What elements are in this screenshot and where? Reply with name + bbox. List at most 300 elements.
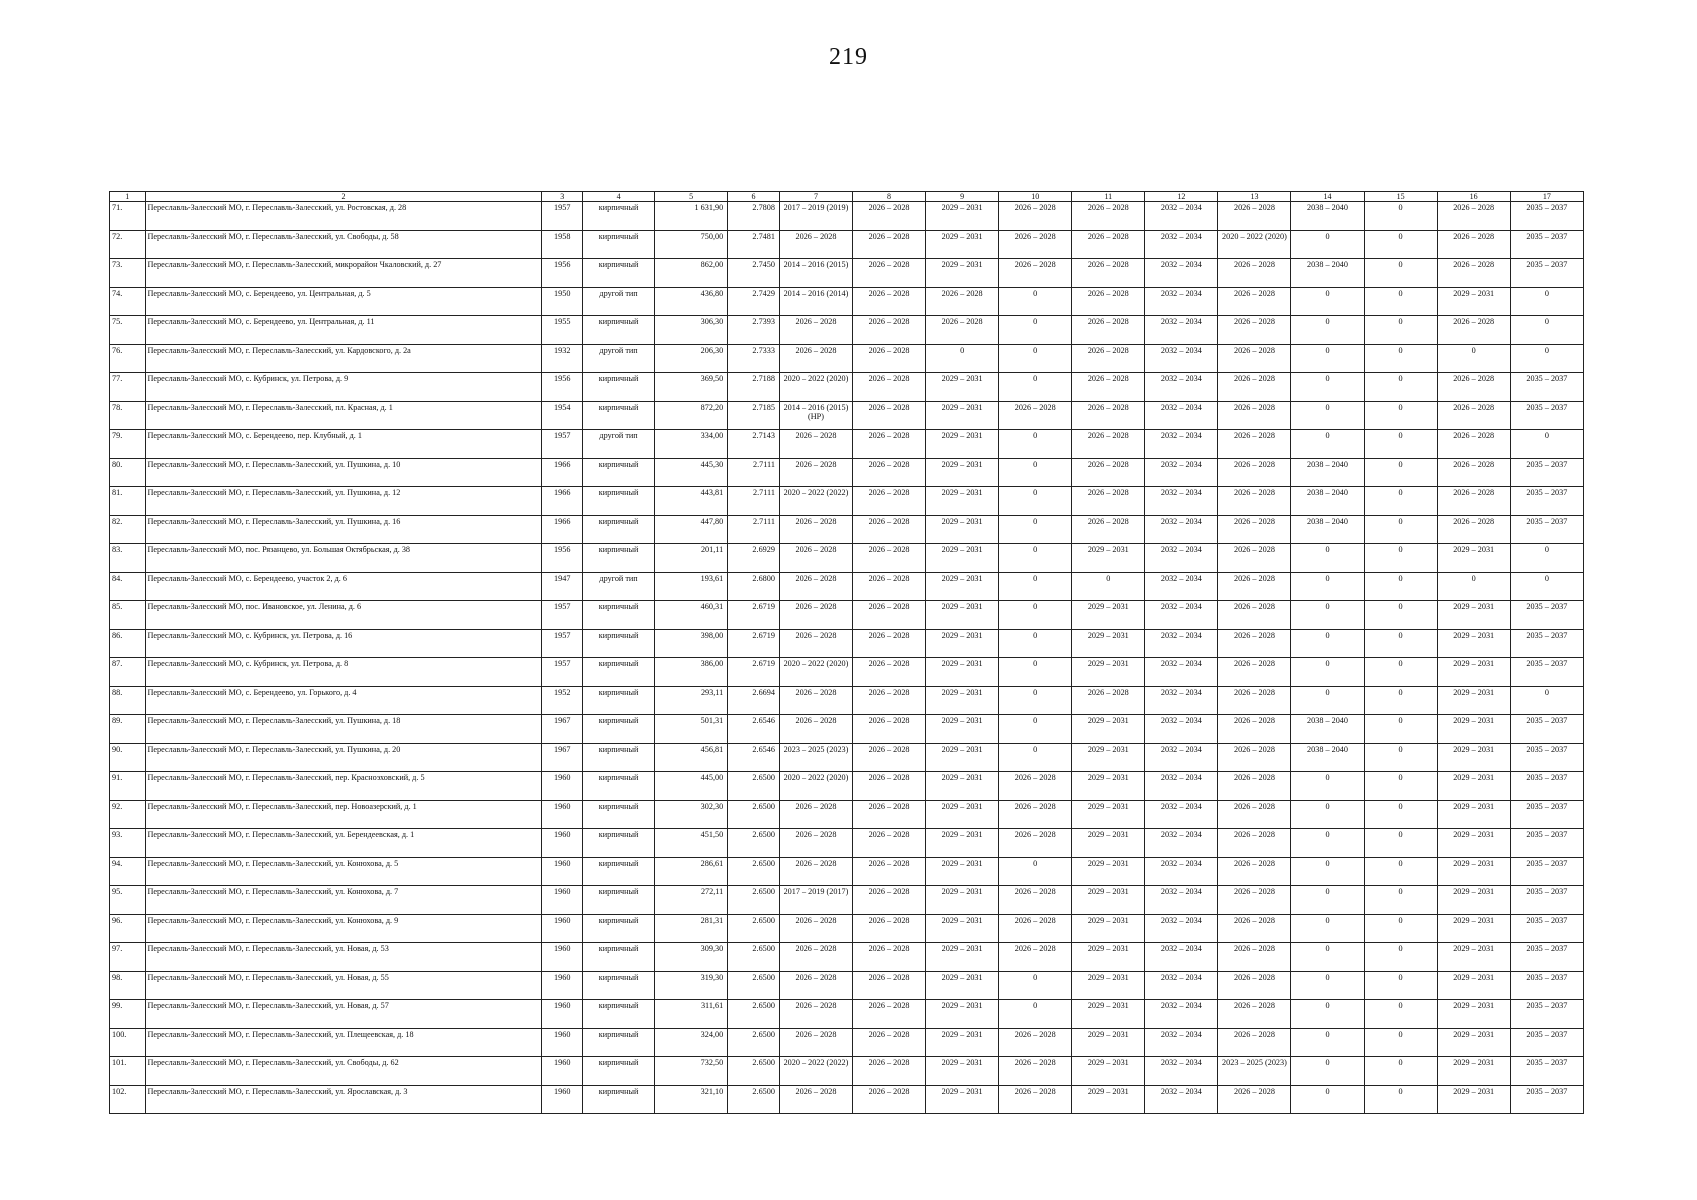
- table-cell: кирпичный: [583, 202, 655, 231]
- table-cell: 2026 – 2028: [999, 886, 1072, 915]
- table-row: [110, 601, 1584, 630]
- table-cell: 2035 – 2037: [1510, 202, 1583, 231]
- table-cell: 2026 – 2028: [1218, 686, 1291, 715]
- table-cell: 2026 – 2028: [1072, 373, 1145, 402]
- table-cell: кирпичный: [583, 658, 655, 687]
- table-cell: Переславль-Залесский МО, г. Переславль-Залесский, ул. Кардовского, д. 2а: [145, 344, 542, 373]
- table-cell: 1958: [542, 230, 583, 259]
- column-header: 4: [583, 192, 655, 202]
- table-cell: 2029 – 2031: [1072, 544, 1145, 573]
- table-cell: 2026 – 2028: [1218, 914, 1291, 943]
- table-cell: 2026 – 2028: [1072, 287, 1145, 316]
- table-cell: 2029 – 2031: [926, 572, 999, 601]
- column-header: 13: [1218, 192, 1291, 202]
- table-cell: 2026 – 2028: [1437, 316, 1510, 345]
- table-cell: 2035 – 2037: [1510, 401, 1583, 430]
- table-cell: 2.6546: [728, 715, 780, 744]
- table-cell: 2026 – 2028: [999, 829, 1072, 858]
- table-cell: кирпичный: [583, 601, 655, 630]
- table-cell: 2026 – 2028: [853, 515, 926, 544]
- table-cell: Переславль-Залесский МО, г. Переславль-Залесский, ул. Конюхова, д. 9: [145, 914, 542, 943]
- table-cell: Переславль-Залесский МО, г. Переславль-Залесский, пер. Новоазерский, д. 1: [145, 800, 542, 829]
- table-row: [110, 1000, 1584, 1029]
- table-cell: 293,11: [655, 686, 728, 715]
- table-cell: 73.: [110, 259, 146, 288]
- table-cell: Переславль-Залесский МО, г. Переславль-Залесский, ул. Пушкина, д. 10: [145, 458, 542, 487]
- table-cell: 71.: [110, 202, 146, 231]
- table-cell: 1957: [542, 629, 583, 658]
- table-cell: 2032 – 2034: [1145, 316, 1218, 345]
- table-cell: 2026 – 2028: [1437, 458, 1510, 487]
- table-cell: кирпичный: [583, 544, 655, 573]
- column-header: 14: [1291, 192, 1364, 202]
- table-cell: 2026 – 2028: [1218, 1000, 1291, 1029]
- table-cell: 0: [1510, 316, 1583, 345]
- table-cell: Переславль-Залесский МО, пос. Рязанцево, ул. Большая Октябрьская, д. 38: [145, 544, 542, 573]
- table-cell: 2026 – 2028: [853, 829, 926, 858]
- table-cell: 302,30: [655, 800, 728, 829]
- table-cell: 2035 – 2037: [1510, 515, 1583, 544]
- table-cell: 2035 – 2037: [1510, 1028, 1583, 1057]
- table-cell: 0: [1364, 1000, 1437, 1029]
- table-cell: 2038 – 2040: [1291, 202, 1364, 231]
- column-header: 12: [1145, 192, 1218, 202]
- table-cell: 2026 – 2028: [1218, 715, 1291, 744]
- table-cell: 2026 – 2028: [853, 800, 926, 829]
- table-cell: 1956: [542, 544, 583, 573]
- table-cell: 2020 – 2022 (2020): [779, 772, 852, 801]
- table-cell: 1960: [542, 914, 583, 943]
- table-cell: 2026 – 2028: [999, 772, 1072, 801]
- table-row: [110, 715, 1584, 744]
- table-cell: 2032 – 2034: [1145, 430, 1218, 459]
- table-cell: 445,30: [655, 458, 728, 487]
- table-cell: кирпичный: [583, 686, 655, 715]
- table-cell: кирпичный: [583, 373, 655, 402]
- table-cell: кирпичный: [583, 1085, 655, 1114]
- table-cell: 2.6500: [728, 943, 780, 972]
- table-cell: 2026 – 2028: [1218, 373, 1291, 402]
- table-cell: 2.6500: [728, 1028, 780, 1057]
- table-cell: 2026 – 2028: [1072, 202, 1145, 231]
- table-row: [110, 202, 1584, 231]
- table-row: [110, 487, 1584, 516]
- table-row: [110, 829, 1584, 858]
- table-cell: 2.7111: [728, 458, 780, 487]
- table-cell: другой тип: [583, 572, 655, 601]
- table-cell: 2026 – 2028: [999, 1057, 1072, 1086]
- table-cell: 2026 – 2028: [1072, 487, 1145, 516]
- table-row: [110, 658, 1584, 687]
- table-cell: 2029 – 2031: [926, 230, 999, 259]
- table-cell: 2038 – 2040: [1291, 515, 1364, 544]
- table-cell: 2029 – 2031: [1072, 1057, 1145, 1086]
- table-cell: 0: [1291, 344, 1364, 373]
- table-cell: 2026 – 2028: [853, 715, 926, 744]
- table-cell: 87.: [110, 658, 146, 687]
- table-cell: 2029 – 2031: [1072, 715, 1145, 744]
- table-cell: 2026 – 2028: [1218, 800, 1291, 829]
- table-cell: 0: [1510, 544, 1583, 573]
- table-cell: 2026 – 2028: [853, 1085, 926, 1114]
- table-cell: 0: [1364, 829, 1437, 858]
- table-cell: кирпичный: [583, 401, 655, 430]
- table-cell: 2026 – 2028: [853, 401, 926, 430]
- table-cell: 2029 – 2031: [1437, 1057, 1510, 1086]
- table-cell: 0: [1364, 658, 1437, 687]
- table-cell: 0: [1510, 572, 1583, 601]
- table-row: [110, 1028, 1584, 1057]
- table-cell: 0: [1510, 686, 1583, 715]
- table-cell: Переславль-Залесский МО, г. Переславль-Залесский, пер. Красноэховский, д. 5: [145, 772, 542, 801]
- table-cell: 0: [1291, 601, 1364, 630]
- table-cell: кирпичный: [583, 829, 655, 858]
- table-cell: 2014 – 2016 (2015) (НР): [779, 401, 852, 430]
- table-cell: 75.: [110, 316, 146, 345]
- table-cell: кирпичный: [583, 1028, 655, 1057]
- table-cell: 2026 – 2028: [1218, 943, 1291, 972]
- table-cell: 2032 – 2034: [1145, 686, 1218, 715]
- table-cell: кирпичный: [583, 1000, 655, 1029]
- table-cell: 2029 – 2031: [1437, 914, 1510, 943]
- table-cell: 1 631,90: [655, 202, 728, 231]
- column-header: 15: [1364, 192, 1437, 202]
- table-cell: 2035 – 2037: [1510, 829, 1583, 858]
- table-cell: 2032 – 2034: [1145, 572, 1218, 601]
- table-cell: 83.: [110, 544, 146, 573]
- table-cell: 2029 – 2031: [1437, 943, 1510, 972]
- table-cell: 2026 – 2028: [1072, 430, 1145, 459]
- table-cell: 1967: [542, 715, 583, 744]
- table-cell: 2035 – 2037: [1510, 373, 1583, 402]
- table-cell: Переславль-Залесский МО, г. Переславль-Залесский, ул. Плещеевская, д. 18: [145, 1028, 542, 1057]
- table-cell: 2029 – 2031: [926, 430, 999, 459]
- table-cell: 2032 – 2034: [1145, 772, 1218, 801]
- table-cell: 451,50: [655, 829, 728, 858]
- table-row: [110, 544, 1584, 573]
- table-cell: 90.: [110, 743, 146, 772]
- table-cell: 2035 – 2037: [1510, 230, 1583, 259]
- table-cell: 2026 – 2028: [853, 686, 926, 715]
- table-cell: 2026 – 2028: [1218, 658, 1291, 687]
- table-cell: 1957: [542, 658, 583, 687]
- table-cell: 2038 – 2040: [1291, 487, 1364, 516]
- table-cell: 2026 – 2028: [1218, 572, 1291, 601]
- table-cell: 0: [1291, 316, 1364, 345]
- table-cell: 2038 – 2040: [1291, 743, 1364, 772]
- table-cell: кирпичный: [583, 715, 655, 744]
- table-cell: Переславль-Залесский МО, с. Берендеево, пер. Клубный, д. 1: [145, 430, 542, 459]
- table-cell: 1960: [542, 943, 583, 972]
- table-cell: 0: [1364, 943, 1437, 972]
- table-cell: 2.6546: [728, 743, 780, 772]
- table-cell: 2026 – 2028: [1437, 230, 1510, 259]
- table-cell: 201,11: [655, 544, 728, 573]
- table-cell: 0: [999, 316, 1072, 345]
- table-cell: 78.: [110, 401, 146, 430]
- table-cell: 2032 – 2034: [1145, 458, 1218, 487]
- table-cell: 2029 – 2031: [1072, 971, 1145, 1000]
- table-cell: 1960: [542, 1028, 583, 1057]
- column-header: 5: [655, 192, 728, 202]
- table-cell: 2026 – 2028: [1218, 515, 1291, 544]
- table-cell: 2029 – 2031: [926, 857, 999, 886]
- table-cell: 0: [1291, 1085, 1364, 1114]
- table-cell: 2029 – 2031: [1072, 829, 1145, 858]
- table-cell: 2035 – 2037: [1510, 914, 1583, 943]
- table-cell: 1966: [542, 515, 583, 544]
- table-cell: 0: [1364, 1057, 1437, 1086]
- table-cell: 0: [1437, 572, 1510, 601]
- table-cell: 0: [1364, 287, 1437, 316]
- table-cell: 2029 – 2031: [926, 601, 999, 630]
- table-cell: 2029 – 2031: [1072, 601, 1145, 630]
- table-cell: 0: [1364, 1028, 1437, 1057]
- table-cell: 2026 – 2028: [1437, 373, 1510, 402]
- table-cell: 0: [999, 971, 1072, 1000]
- table-cell: 0: [1364, 1085, 1437, 1114]
- table-cell: 2029 – 2031: [1437, 829, 1510, 858]
- table-cell: другой тип: [583, 344, 655, 373]
- table-cell: 2026 – 2028: [999, 914, 1072, 943]
- table-cell: 2026 – 2028: [1437, 430, 1510, 459]
- table-cell: 0: [1364, 373, 1437, 402]
- table-cell: 2029 – 2031: [1437, 1028, 1510, 1057]
- column-header: 3: [542, 192, 583, 202]
- table-cell: 2032 – 2034: [1145, 800, 1218, 829]
- table-cell: 2038 – 2040: [1291, 458, 1364, 487]
- table-cell: 1954: [542, 401, 583, 430]
- table-cell: 2032 – 2034: [1145, 287, 1218, 316]
- table-cell: кирпичный: [583, 259, 655, 288]
- table-cell: 0: [1291, 1057, 1364, 1086]
- table-cell: 0: [1291, 230, 1364, 259]
- table-cell: 2035 – 2037: [1510, 458, 1583, 487]
- table-cell: 2035 – 2037: [1510, 971, 1583, 1000]
- table-cell: 2026 – 2028: [1437, 515, 1510, 544]
- table-cell: кирпичный: [583, 772, 655, 801]
- table-cell: 2026 – 2028: [1072, 686, 1145, 715]
- table-cell: кирпичный: [583, 943, 655, 972]
- table-cell: другой тип: [583, 287, 655, 316]
- table-cell: 2032 – 2034: [1145, 857, 1218, 886]
- table-cell: 2026 – 2028: [853, 373, 926, 402]
- table-cell: 2029 – 2031: [1072, 1085, 1145, 1114]
- table-cell: 0: [1291, 572, 1364, 601]
- table-cell: 2026 – 2028: [853, 316, 926, 345]
- table-cell: 2026 – 2028: [999, 401, 1072, 430]
- table-cell: кирпичный: [583, 230, 655, 259]
- table-cell: 0: [1364, 458, 1437, 487]
- table-cell: 2029 – 2031: [926, 487, 999, 516]
- table-body: [110, 202, 1584, 1114]
- table-cell: 0: [1291, 914, 1364, 943]
- table-cell: 2026 – 2028: [779, 829, 852, 858]
- table-cell: 2029 – 2031: [1437, 658, 1510, 687]
- table-cell: 281,31: [655, 914, 728, 943]
- table-cell: 2023 – 2025 (2023): [779, 743, 852, 772]
- table-cell: 2017 – 2019 (2017): [779, 886, 852, 915]
- table-cell: 0: [1437, 344, 1510, 373]
- page-number: 219: [829, 44, 868, 70]
- table-cell: Переславль-Залесский МО, с. Берендеево, участок 2, д. 6: [145, 572, 542, 601]
- table-cell: 2029 – 2031: [1437, 629, 1510, 658]
- table-cell: 2029 – 2031: [1072, 1028, 1145, 1057]
- table-cell: 0: [1291, 857, 1364, 886]
- table-cell: 92.: [110, 800, 146, 829]
- table-cell: 272,11: [655, 886, 728, 915]
- table-cell: 91.: [110, 772, 146, 801]
- table-cell: 0: [999, 857, 1072, 886]
- table-cell: 0: [999, 544, 1072, 573]
- table-cell: кирпичный: [583, 629, 655, 658]
- table-cell: 2032 – 2034: [1145, 344, 1218, 373]
- table-cell: 2.7111: [728, 515, 780, 544]
- table-cell: 0: [999, 1000, 1072, 1029]
- table-cell: 2026 – 2028: [999, 1085, 1072, 1114]
- table-cell: 2026 – 2028: [853, 914, 926, 943]
- table-cell: 2029 – 2031: [1437, 743, 1510, 772]
- table-cell: 2026 – 2028: [853, 287, 926, 316]
- table-cell: 2014 – 2016 (2014): [779, 287, 852, 316]
- table-cell: 1966: [542, 487, 583, 516]
- table-cell: Переславль-Залесский МО, пос. Ивановское, ул. Ленина, д. 6: [145, 601, 542, 630]
- table-cell: 2.6500: [728, 971, 780, 1000]
- table-cell: 1957: [542, 430, 583, 459]
- table-cell: другой тип: [583, 430, 655, 459]
- table-row: [110, 1085, 1584, 1114]
- table-cell: 2.6929: [728, 544, 780, 573]
- table-cell: 2029 – 2031: [1437, 601, 1510, 630]
- table-cell: 2029 – 2031: [926, 629, 999, 658]
- table-cell: 0: [1291, 829, 1364, 858]
- table-cell: 2029 – 2031: [926, 658, 999, 687]
- table-cell: 2026 – 2028: [779, 1000, 852, 1029]
- table-cell: 0: [1364, 772, 1437, 801]
- column-header: 17: [1510, 192, 1583, 202]
- table-cell: 2035 – 2037: [1510, 886, 1583, 915]
- table-cell: 2029 – 2031: [926, 943, 999, 972]
- table-cell: 1960: [542, 1085, 583, 1114]
- table-cell: 2026 – 2028: [1437, 259, 1510, 288]
- table-cell: кирпичный: [583, 914, 655, 943]
- table-cell: 2026 – 2028: [1218, 1028, 1291, 1057]
- table-cell: 0: [999, 715, 1072, 744]
- table-cell: 1947: [542, 572, 583, 601]
- table-cell: Переславль-Залесский МО, с. Кубринск, ул. Петрова, д. 9: [145, 373, 542, 402]
- table-cell: 369,50: [655, 373, 728, 402]
- table-cell: 80.: [110, 458, 146, 487]
- table-cell: 0: [1510, 344, 1583, 373]
- table-cell: 2026 – 2028: [853, 544, 926, 573]
- table-cell: 0: [999, 287, 1072, 316]
- table-cell: 2032 – 2034: [1145, 715, 1218, 744]
- table-cell: 2.6694: [728, 686, 780, 715]
- table-cell: 2032 – 2034: [1145, 487, 1218, 516]
- table-cell: 2032 – 2034: [1145, 1000, 1218, 1029]
- table-cell: 2029 – 2031: [1437, 287, 1510, 316]
- table-cell: Переславль-Залесский МО, г. Переславль-Залесский, ул. Пушкина, д. 20: [145, 743, 542, 772]
- table-cell: 2026 – 2028: [853, 743, 926, 772]
- table-cell: 2029 – 2031: [1437, 800, 1510, 829]
- table-cell: 2026 – 2028: [1072, 401, 1145, 430]
- table-cell: 2026 – 2028: [853, 259, 926, 288]
- table-cell: 2032 – 2034: [1145, 230, 1218, 259]
- table-cell: кирпичный: [583, 743, 655, 772]
- table-cell: 2029 – 2031: [926, 743, 999, 772]
- table-cell: 447,80: [655, 515, 728, 544]
- table-cell: 2026 – 2028: [1218, 886, 1291, 915]
- table-cell: кирпичный: [583, 857, 655, 886]
- table-cell: 2.6500: [728, 829, 780, 858]
- table-cell: 2035 – 2037: [1510, 629, 1583, 658]
- table-cell: 77.: [110, 373, 146, 402]
- column-header: 16: [1437, 192, 1510, 202]
- table-cell: 97.: [110, 943, 146, 972]
- column-header: 6: [728, 192, 780, 202]
- table-cell: 2026 – 2028: [779, 601, 852, 630]
- table-cell: 82.: [110, 515, 146, 544]
- table-cell: 0: [1291, 401, 1364, 430]
- table-cell: 2.7808: [728, 202, 780, 231]
- table-cell: 2.7481: [728, 230, 780, 259]
- table-cell: 2035 – 2037: [1510, 772, 1583, 801]
- table-cell: 93.: [110, 829, 146, 858]
- table-cell: 2.6719: [728, 629, 780, 658]
- table-cell: 2026 – 2028: [853, 857, 926, 886]
- table-cell: 0: [1291, 800, 1364, 829]
- table-cell: 2026 – 2028: [779, 1085, 852, 1114]
- table-cell: 2020 – 2022 (2020): [779, 658, 852, 687]
- table-cell: 732,50: [655, 1057, 728, 1086]
- table-cell: 2026 – 2028: [853, 971, 926, 1000]
- table-cell: 0: [1510, 430, 1583, 459]
- table-cell: 0: [999, 743, 1072, 772]
- table-cell: 2029 – 2031: [1072, 886, 1145, 915]
- table-cell: 2029 – 2031: [926, 401, 999, 430]
- table-cell: 2029 – 2031: [926, 458, 999, 487]
- table-row: [110, 743, 1584, 772]
- table-cell: 2026 – 2028: [779, 544, 852, 573]
- table-cell: Переславль-Залесский МО, г. Переславль-Залесский, ул. Берендеевская, д. 1: [145, 829, 542, 858]
- table-cell: 0: [1364, 515, 1437, 544]
- table-cell: 1955: [542, 316, 583, 345]
- table-cell: 2029 – 2031: [926, 971, 999, 1000]
- table-cell: 2029 – 2031: [926, 1057, 999, 1086]
- table-cell: 96.: [110, 914, 146, 943]
- table-row: [110, 259, 1584, 288]
- table-cell: 0: [1291, 686, 1364, 715]
- table-cell: 2026 – 2028: [926, 316, 999, 345]
- table-cell: 1960: [542, 772, 583, 801]
- table-cell: 2026 – 2028: [1218, 458, 1291, 487]
- table-cell: 445,00: [655, 772, 728, 801]
- table-cell: 2026 – 2028: [1218, 316, 1291, 345]
- table-cell: 88.: [110, 686, 146, 715]
- table-cell: Переславль-Залесский МО, г. Переславль-Залесский, ул. Конюхова, д. 5: [145, 857, 542, 886]
- table-row: [110, 344, 1584, 373]
- table-cell: 2029 – 2031: [926, 1085, 999, 1114]
- table-cell: 0: [999, 686, 1072, 715]
- table-cell: 2029 – 2031: [1437, 886, 1510, 915]
- table-cell: 286,61: [655, 857, 728, 886]
- table-cell: кирпичный: [583, 971, 655, 1000]
- table-cell: 0: [999, 487, 1072, 516]
- table-cell: 2026 – 2028: [1218, 202, 1291, 231]
- table-cell: 0: [1291, 287, 1364, 316]
- table-cell: Переславль-Залесский МО, с. Берендеево, ул. Центральная, д. 11: [145, 316, 542, 345]
- table-cell: 2032 – 2034: [1145, 1057, 1218, 1086]
